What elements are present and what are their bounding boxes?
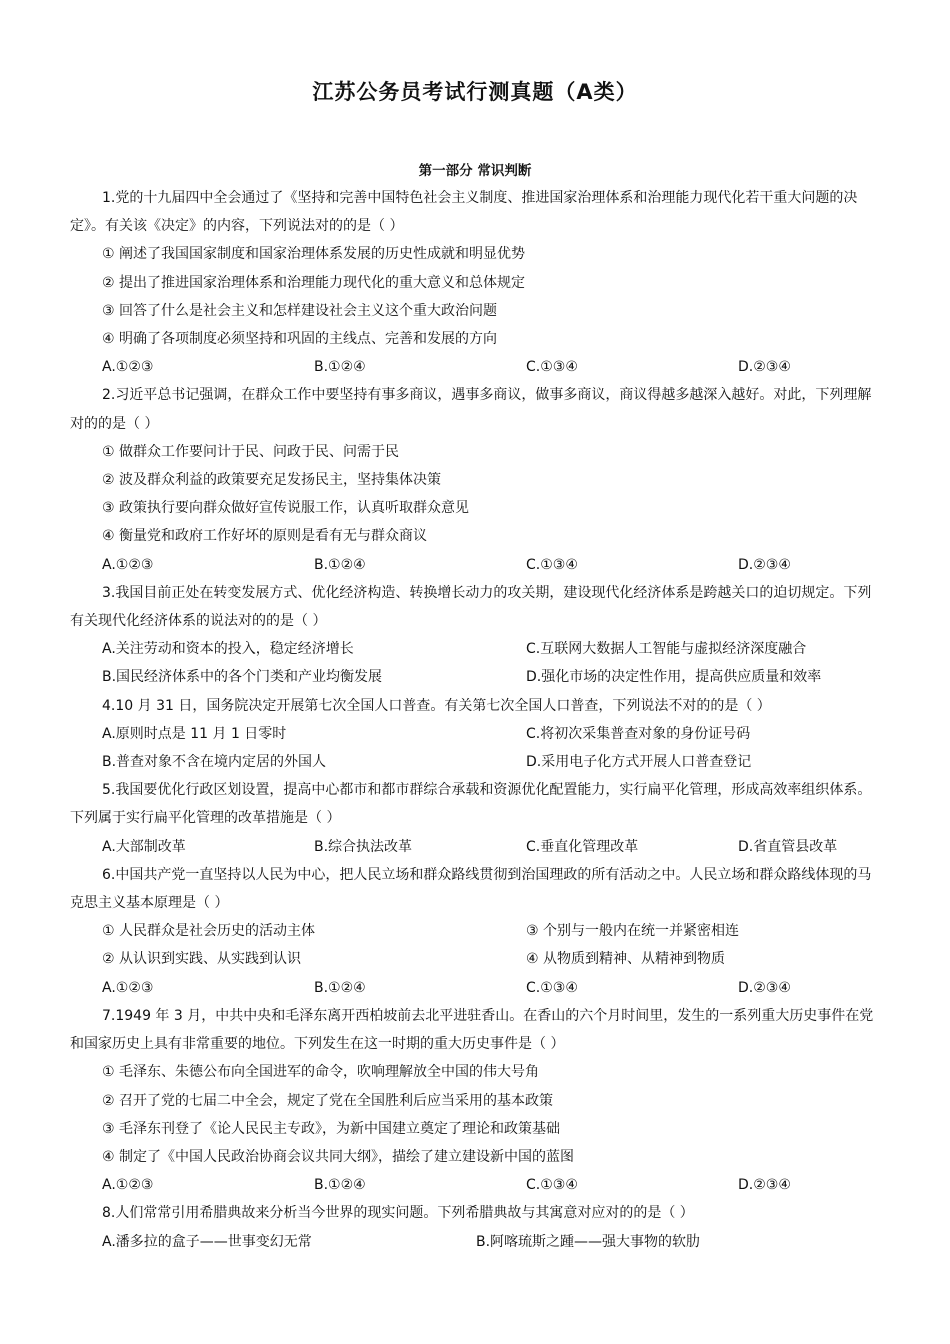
statement-item: ① 做群众工作要问计于民、问政于民、问需于民 <box>102 443 399 460</box>
option-d: D.采用电子化方式开展人口普查登记 <box>526 754 752 771</box>
answer-options <box>70 635 882 663</box>
statement-item: ① 阐述了我国国家制度和国家治理体系发展的历史性成就和明显优势 <box>102 246 525 263</box>
question-stem: 4.10 月 31 日，国务院决定开展第七次全国人口普查。有关第七次全国人口普查，下列说法不对的的是（ ） <box>102 697 771 714</box>
answer-options <box>70 748 882 776</box>
statement-item: ③ 政策执行要向群众做好宣传说服工作，认真听取群众意见 <box>102 500 469 517</box>
question-6 <box>70 861 882 1002</box>
option-b: B.普查对象不含在境内定居的外国人 <box>102 754 327 771</box>
question-8 <box>70 1199 882 1255</box>
option-d: D.②③④ <box>738 359 791 376</box>
section-heading: 第一部分 常识判断 <box>418 163 532 179</box>
question-stem: 3.我国目前正处在转变发展方式、优化经济构造、转换增长动力的攻关期，建设现代化经济体系是跨越关口的迫切规定。下列有关现代化经济体系的说法对的的是（ ） <box>70 584 872 630</box>
option-c: C.①③④ <box>526 556 578 573</box>
statement-item: ② 提出了推进国家治理体系和治理能力现代化的重大意义和总体规定 <box>102 274 525 291</box>
statement-row <box>70 945 882 973</box>
question-stem: 1.党的十九届四中全会通过了《坚持和完善中国特色社会主义制度、推进国家治理体系和治理能力现代化若干重大问题的决定》。有关该《决定》的内容，下列说法对的的是（ ） <box>70 190 858 235</box>
option-c: C.①③④ <box>526 359 578 376</box>
option-b: B.①②④ <box>314 1177 366 1194</box>
statement-item: ④ 从物质到精神、从精神到物质 <box>526 951 726 968</box>
statement-item: ④ 明确了各项制度必须坚持和巩固的主线点、完善和发展的方向 <box>102 331 497 348</box>
option-c: C.将初次采集普查对象的身份证号码 <box>526 725 751 742</box>
option-b: B.①②④ <box>314 359 366 376</box>
option-d: D.②③④ <box>738 979 791 996</box>
question-list <box>70 184 882 1256</box>
option-d: D.②③④ <box>738 556 791 573</box>
document-title: 江苏公务员考试行测真题（A类） <box>312 80 638 104</box>
question-5 <box>70 776 882 861</box>
statement-item: ③ 毛泽东刊登了《论人民民主专政》，为新中国建立奠定了理论和政策基础 <box>102 1120 560 1137</box>
option-c: C.互联网大数据人工智能与虚拟经济深度融合 <box>526 641 807 658</box>
option-d: D.②③④ <box>738 1177 791 1194</box>
question-stem: 2.习近平总书记强调，在群众工作中要坚持有事多商议，遇事多商议，做事多商议，商议得越多越深入越好。对此，下列理解对的的是（ ） <box>70 387 872 432</box>
question-4 <box>70 692 882 777</box>
option-a: A.大部制改革 <box>102 838 186 855</box>
option-c: C.垂直化管理改革 <box>526 838 639 855</box>
answer-options <box>70 663 882 691</box>
option-a: A.原则时点是 11 月 1 日零时 <box>102 725 287 742</box>
question-1 <box>70 184 882 381</box>
statement-item: ④ 衡量党和政府工作好坏的原则是看有无与群众商议 <box>102 528 427 545</box>
option-b: B.①②④ <box>314 556 366 573</box>
option-b: B.国民经济体系中的各个门类和产业均衡发展 <box>102 669 383 686</box>
question-3 <box>70 579 882 692</box>
answer-options <box>70 1171 882 1199</box>
statement-item: ① 毛泽东、朱德公布向全国进军的命令，吹响理解放全中国的伟大号角 <box>102 1064 539 1081</box>
option-b: B.阿喀琉斯之踵——强大事物的软肋 <box>476 1233 701 1250</box>
answer-options <box>70 1228 882 1256</box>
option-a: A.①②③ <box>102 359 154 376</box>
statement-row <box>70 917 882 945</box>
option-d: D.强化市场的决定性作用，提高供应质量和效率 <box>526 669 822 686</box>
option-a: A.①②③ <box>102 1177 154 1194</box>
option-a: A.①②③ <box>102 556 154 573</box>
option-c: C.①③④ <box>526 1177 578 1194</box>
statement-item: ① 人民群众是社会历史的活动主体 <box>102 923 316 940</box>
option-c: C.①③④ <box>526 979 578 996</box>
statement-item: ② 从认识到实践、从实践到认识 <box>102 951 302 968</box>
question-2 <box>70 381 882 578</box>
answer-options <box>70 833 882 861</box>
question-7 <box>70 1002 882 1199</box>
statement-item: ③ 回答了什么是社会主义和怎样建设社会主义这个重大政治问题 <box>102 302 497 319</box>
answer-options <box>70 551 882 579</box>
question-stem: 7.1949 年 3 月，中共中央和毛泽东离开西柏坡前去北平进驻香山。在香山的六个月时间里，发生的一系列重大历史事件在党和国家历史上具有非常重要的地位。下列发生在这一时期的重大历史事件是（ ） <box>70 1007 874 1053</box>
answer-options <box>70 353 882 381</box>
option-b: B.①②④ <box>314 979 366 996</box>
question-stem: 5.我国要优化行政区划设置，提高中心都市和都市群综合承载和资源优化配置能力，实行扁平化管理，形成高效率组织体系。下列属于实行扁平化管理的改革措施是（ ） <box>70 782 872 827</box>
answer-options <box>70 720 882 748</box>
question-stem: 8.人们常常引用希腊典故来分析当今世界的现实问题。下列希腊典故与其寓意对应对的的是（ ） <box>102 1205 694 1222</box>
statement-item: ② 召开了党的七届二中全会，规定了党在全国胜利后应当采用的基本政策 <box>102 1092 553 1109</box>
option-a: A.关注劳动和资本的投入，稳定经济增长 <box>102 641 354 658</box>
statement-item: ③ 个别与一般内在统一并紧密相连 <box>526 923 740 940</box>
option-b: B.综合执法改革 <box>314 838 413 855</box>
option-d: D.省直管县改革 <box>738 838 838 855</box>
option-a: A.潘多拉的盒子——世事变幻无常 <box>102 1233 312 1250</box>
question-stem: 6.中国共产党一直坚持以人民为中心，把人民立场和群众路线贯彻到治国理政的所有活动之中。人民立场和群众路线体现的马克思主义基本原理是（ ） <box>70 866 872 912</box>
option-a: A.①②③ <box>102 979 154 996</box>
statement-item: ④ 制定了《中国人民政治协商会议共同大纲》，描绘了建立建设新中国的蓝图 <box>102 1148 574 1165</box>
answer-options <box>70 974 882 1002</box>
statement-item: ② 波及群众利益的政策要充足发扬民主，坚持集体决策 <box>102 472 441 489</box>
